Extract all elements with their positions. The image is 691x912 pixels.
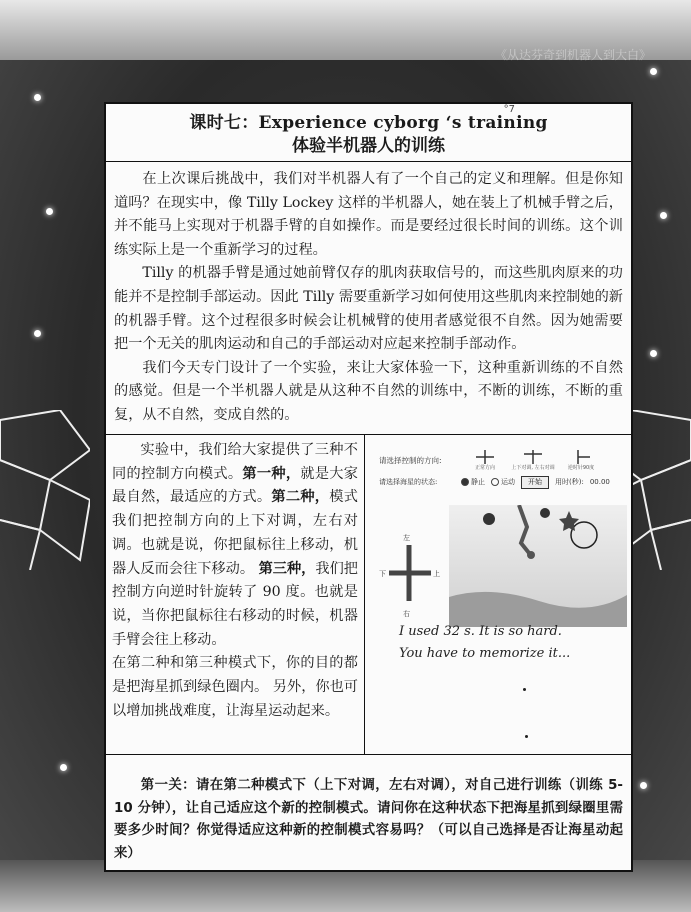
radio-icon	[461, 478, 469, 486]
arrow-label-down: 右	[403, 610, 410, 618]
arrow-label-up: 左	[403, 534, 410, 542]
game-stage[interactable]	[449, 505, 627, 627]
background-caption: 《从达芬奇到机器人到大白》	[494, 48, 651, 62]
intro-section	[106, 162, 631, 435]
state-moving-radio[interactable]	[491, 477, 515, 487]
star-decoration	[650, 350, 657, 357]
arrow-label-left: 下	[379, 570, 386, 578]
direction-option-rotated[interactable]	[557, 450, 605, 471]
direction-arrows-icon	[379, 533, 439, 613]
text-span: 模式我们把控制方向的上下对调，左右对调。也就是说，你把鼠标往上移动，机器人反而会往下移动。	[112, 489, 358, 577]
intro-paragraph: 我们今天专门设计了一个实验，来让大家体验一下，这种重新训练的不自然的感觉。但是一个半机器人就是从这种不自然的训练中，不断的训练，不断的重复，从不自然，变成自然的。	[114, 359, 623, 423]
mesh-decoration-left	[0, 410, 90, 570]
star-decoration	[660, 212, 667, 219]
star-decoration	[34, 94, 41, 101]
handwritten-note	[399, 621, 629, 665]
start-button[interactable]: 开始	[521, 476, 549, 489]
star-decoration	[640, 782, 647, 789]
challenge-task	[106, 755, 631, 865]
option-label: 正常方向	[474, 464, 495, 471]
experiment-section	[106, 435, 631, 755]
direction-row	[379, 447, 627, 473]
game-scene	[449, 505, 627, 627]
text-span: 我们把控制方向逆时针旋转了 90 度。也就是说，当你把鼠标往右移动的时候，机器手臂会往上移动。	[112, 560, 358, 648]
state-static-radio[interactable]	[461, 477, 485, 487]
state-label: 请选择海星的状态:	[379, 478, 438, 486]
handwritten-line: You have to memorize it...	[399, 646, 571, 661]
mode-three-label: 第三种，	[258, 560, 316, 577]
lesson-title-zh: 体验半机器人的训练	[292, 136, 445, 156]
handwritten-line: I used 32 s. It is so hard.	[399, 624, 562, 639]
worksheet	[104, 102, 633, 872]
star-decoration	[46, 208, 53, 215]
experiment-description	[106, 435, 365, 754]
option-label: 逆时针90度	[567, 464, 595, 471]
pen-dot	[525, 735, 528, 738]
text-span: 就是大家最自然，最适应的方式。	[112, 465, 358, 506]
pen-dot	[523, 688, 526, 691]
radio-label: 运动	[501, 478, 515, 486]
experiment-goal-paragraph: 在第二种和第三种模式下，你的目的都是把海星抓到绿色圈内。 另外，你也可以增加挑战难度，让海星运动起来。	[112, 655, 358, 719]
direction-label: 请选择控制的方向:	[379, 455, 442, 465]
option-label: 上下对调, 左右对调	[511, 464, 555, 471]
time-label: 用时(秒):	[555, 478, 584, 486]
text-span: 实验中，我们给大家提供了三种不同的控制方向模式。	[112, 442, 358, 482]
intro-paragraph: Tilly 的机器手臂是通过她前臂仅存的肌肉获取信号的，而这些肌肉原来的功能并不是控制手部运动。因此 Tilly 需要重新学习如何使用这些肌肉来控制她的新的机器手臂。这个过程很多时候会让机械臂的使用者感觉很不自然。因为她需要把一个无关的肌肉运动和自己的手部运动对应起来控制手部动作。	[114, 265, 623, 353]
experiment-paragraph	[112, 439, 358, 652]
direction-option-swapped[interactable]	[509, 450, 557, 471]
arrow-label-right: 上	[433, 570, 440, 578]
control-app	[379, 447, 627, 631]
cross-rotated-icon	[570, 450, 592, 464]
time-value: 00.00	[589, 478, 610, 486]
state-row	[379, 473, 627, 491]
corner-mark: °7	[503, 104, 515, 115]
lesson-header	[106, 104, 631, 162]
radio-icon	[491, 478, 499, 486]
mode-two-label: 第二种，	[271, 489, 330, 506]
app-screenshot-panel	[365, 435, 631, 754]
cross-normal-icon	[474, 450, 496, 464]
cross-swapped-icon	[522, 450, 544, 464]
star-decoration	[34, 330, 41, 337]
intro-paragraph: 在上次课后挑战中，我们对半机器人有了一个自己的定义和理解。但是你知道吗？在现实中，像 Tilly Lockey 这样的半机器人，她在装上了机械手臂之后，并不能马上实现对于机器手臂的自如操作。而是要经过很长时间的训练。这个训练实际上是一个重新学习的过程。	[114, 171, 623, 258]
mode-one-label: 第一种，	[242, 465, 301, 482]
star-decoration	[60, 764, 67, 771]
challenge-task-text: 第一关：请在第二种模式下（上下对调，左右对调），对自己进行训练（训练 5-10 分钟），让自己适应这个新的控制模式。请问你在这种状态下把海星抓到绿圈里需要多少时间？你觉得适应这种新的控制模式容易吗？（可以自己选择是否让海星动起来）	[114, 778, 623, 861]
star-decoration	[650, 68, 657, 75]
direction-option-normal[interactable]	[461, 450, 509, 471]
lesson-title-en: 课时七：Experience cyborg ‘s training	[189, 113, 548, 133]
radio-label: 静止	[471, 478, 485, 486]
